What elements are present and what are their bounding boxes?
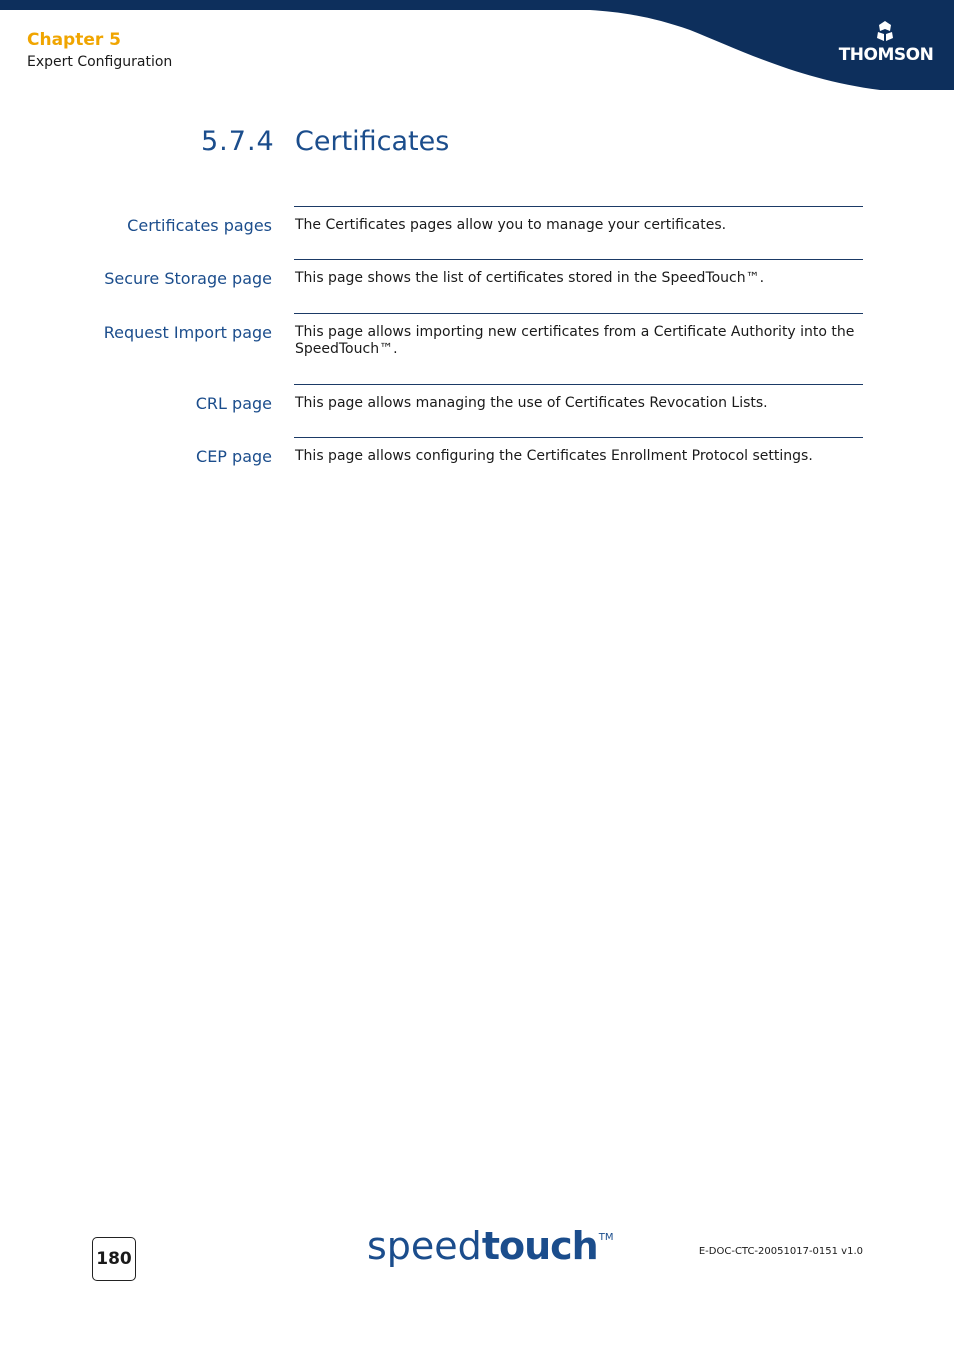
row-description: This page allows managing the use of Certificates Revocation Lists. bbox=[295, 395, 768, 411]
section-number: 5.7.4 bbox=[201, 126, 275, 157]
thomson-logo bbox=[838, 20, 934, 70]
page-number: 180 bbox=[92, 1237, 136, 1281]
row-divider bbox=[294, 206, 863, 207]
row-label-crl-page[interactable]: CRL page bbox=[195, 394, 272, 413]
document-reference: E-DOC-CTC-20051017-0151 v1.0 bbox=[698, 1246, 863, 1257]
thomson-logo-icon bbox=[873, 20, 897, 42]
row-description: This page shows the list of certificates stored in the SpeedTouch™. bbox=[295, 270, 765, 286]
chapter-title: Expert Configuration bbox=[27, 54, 173, 70]
row-divider bbox=[294, 384, 863, 385]
chapter-label: Chapter 5 bbox=[27, 30, 122, 50]
header-banner bbox=[0, 0, 954, 92]
row-description: The Certificates pages allow you to manage your certificates. bbox=[295, 217, 727, 233]
brand-bold: touch bbox=[481, 1224, 598, 1268]
thomson-logo-text: THOMSON bbox=[838, 45, 934, 65]
speedtouch-logo bbox=[367, 1224, 613, 1274]
row-divider bbox=[294, 437, 863, 438]
section-title: Certificates bbox=[295, 126, 450, 157]
brand-trademark: TM bbox=[598, 1232, 614, 1243]
row-label-certificates-pages[interactable]: Certificates pages bbox=[127, 216, 272, 235]
row-description: This page allows configuring the Certificates Enrollment Protocol settings. bbox=[295, 448, 813, 464]
brand-light: speed bbox=[367, 1224, 482, 1268]
row-divider bbox=[294, 259, 863, 260]
row-divider bbox=[294, 313, 863, 314]
row-label-secure-storage-page[interactable]: Secure Storage page bbox=[104, 269, 272, 288]
row-description: This page allows importing new certificates from a Certificate Authority into the SpeedTouch™. bbox=[295, 324, 855, 357]
row-label-request-import-page[interactable]: Request Import page bbox=[103, 323, 272, 342]
row-label-cep-page[interactable]: CEP page bbox=[196, 447, 272, 466]
